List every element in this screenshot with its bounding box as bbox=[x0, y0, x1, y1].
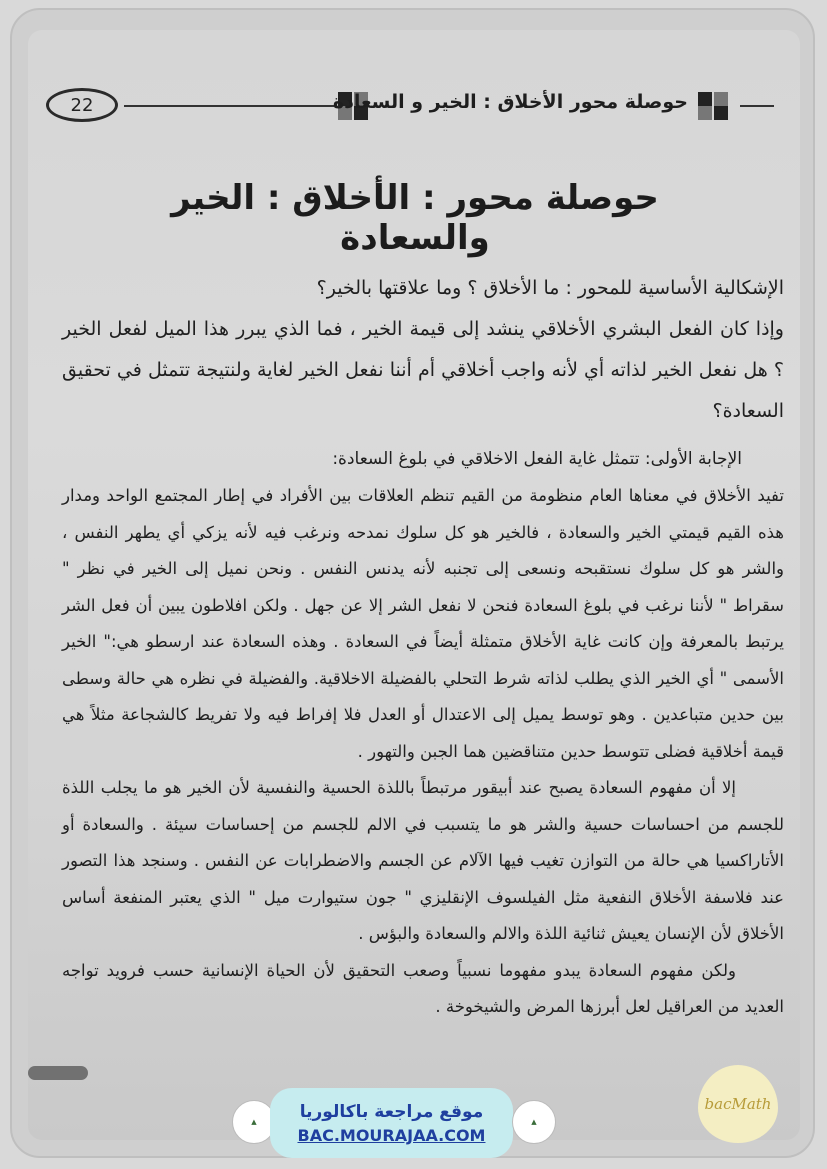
page-edge-shadow bbox=[28, 1066, 88, 1080]
header-rule-left bbox=[124, 105, 334, 107]
answer-1-title: الإجابة الأولى: تتمثل غاية الفعل الاخلاقي في بلوغ السعادة: bbox=[332, 449, 742, 469]
paragraph-3: ولكن مفهوم السعادة يبدو مفهوما نسبياً وصعب التحقيق لأن الحياة الإنسانية حسب فرويد تواجه العديد من العراقيل لعل أبرزها المرض والشيخوخة . bbox=[62, 960, 784, 1016]
header-blocks-icon-right bbox=[698, 92, 732, 120]
paragraph-2: إلا أن مفهوم السعادة يصبح عند أبيقور مرتبطاً باللذة الحسية والنفسية لأن الخير هو ما يجلب اللذة للجسم من احساسات حسية والشر هو ما يتسبب في الالم للجسم من إحساسات سيئة . والسعادة أو الأتاراكسيا هي حالة من التوازن تغيب فيها الآلام عن الجسم والاضطرابات عن النفس . وسنجد هذا التصور عند فلاسفة الأخلاق النفعية مثل الفيلسوف الإنقليزي " جون ستيوارت ميل " الذي يعتبر المنفعة أساس الأخلاق لأن الإنسان يعيش ثنائية اللذة والالم والسعادة والبؤس . bbox=[62, 778, 784, 943]
site-logo-left: ▲ bbox=[232, 1100, 276, 1144]
site-logo-right: ▲ bbox=[512, 1100, 556, 1144]
problem-line-1: الإشكالية الأساسية للمحور : ما الأخلاق ؟ وما علاقتها بالخير؟ bbox=[316, 277, 784, 299]
paragraph-1: تفيد الأخلاق في معناها العام منظومة من القيم تنظم العلاقات بين الأفراد في إطار المجتمع الواحد ومدار هذه القيم قيمتي الخير والسعادة ، فالخير هو كل سلوك نمدحه ونرغب فيه لأنه يزكي أي يطهر النفس ، والشر هو كل سلوك نستقبحه ونسعى إلى تجنبه لأنه يدنس النفس . ونحن نميل إلى الخير في نظر " سقراط " لأننا نرغب في بلوغ السعادة فنحن لا نفعل الشر إلا عن جهل . ولكن افلاطون يبين أن فعل الشر يرتبط بالمعرفة وإن كانت غاية الأخلاق متمثلة أيضاً في السعادة . وهذه السعادة عند ارسطو هي:" الخير الأسمى " أي الخير الذي يطلب لذاته شرط التحلي بالفضيلة الاخلاقية. والفضيلة في نظره هي حالة وسطى بين حدين متباعدين . وهو توسط يميل إلى الاعتدال أو العدل فلا إفراط فيه ولا تفريط كالشجاعة مثلاً هي قيمة أخلاقية فضلى تتوسط حدين متناقضين هما الجبن والتهور . bbox=[62, 486, 784, 761]
main-title: حوصلة محور : الأخلاق : الخير والسعادة bbox=[171, 178, 659, 258]
answer-1-body bbox=[62, 478, 784, 1026]
header-rule-right bbox=[740, 105, 774, 107]
header-title: حوصلة محور الأخلاق : الخير و السعادة bbox=[332, 91, 688, 113]
site-url-link[interactable]: BAC.MOURAJAA.COM bbox=[297, 1125, 486, 1145]
site-badge[interactable] bbox=[270, 1088, 513, 1158]
problem-statement bbox=[62, 268, 784, 432]
problem-line-2: وإذا كان الفعل البشري الأخلاقي ينشد إلى قيمة الخير ، فما الذي يبرر هذا الميل لفعل الخير ؟ هل نفعل الخير لذاته أي لأنه واجب أخلاقي أم أننا نفعل الخير لغاية ولنتيجة تتمثل في تحقيق السعادة؟ bbox=[62, 318, 784, 422]
bacmath-logo: bacMath bbox=[698, 1065, 778, 1143]
site-name: موقع مراجعة باكالوريا bbox=[299, 1101, 484, 1122]
page-number: 22 bbox=[46, 88, 118, 122]
page-header bbox=[40, 88, 780, 128]
